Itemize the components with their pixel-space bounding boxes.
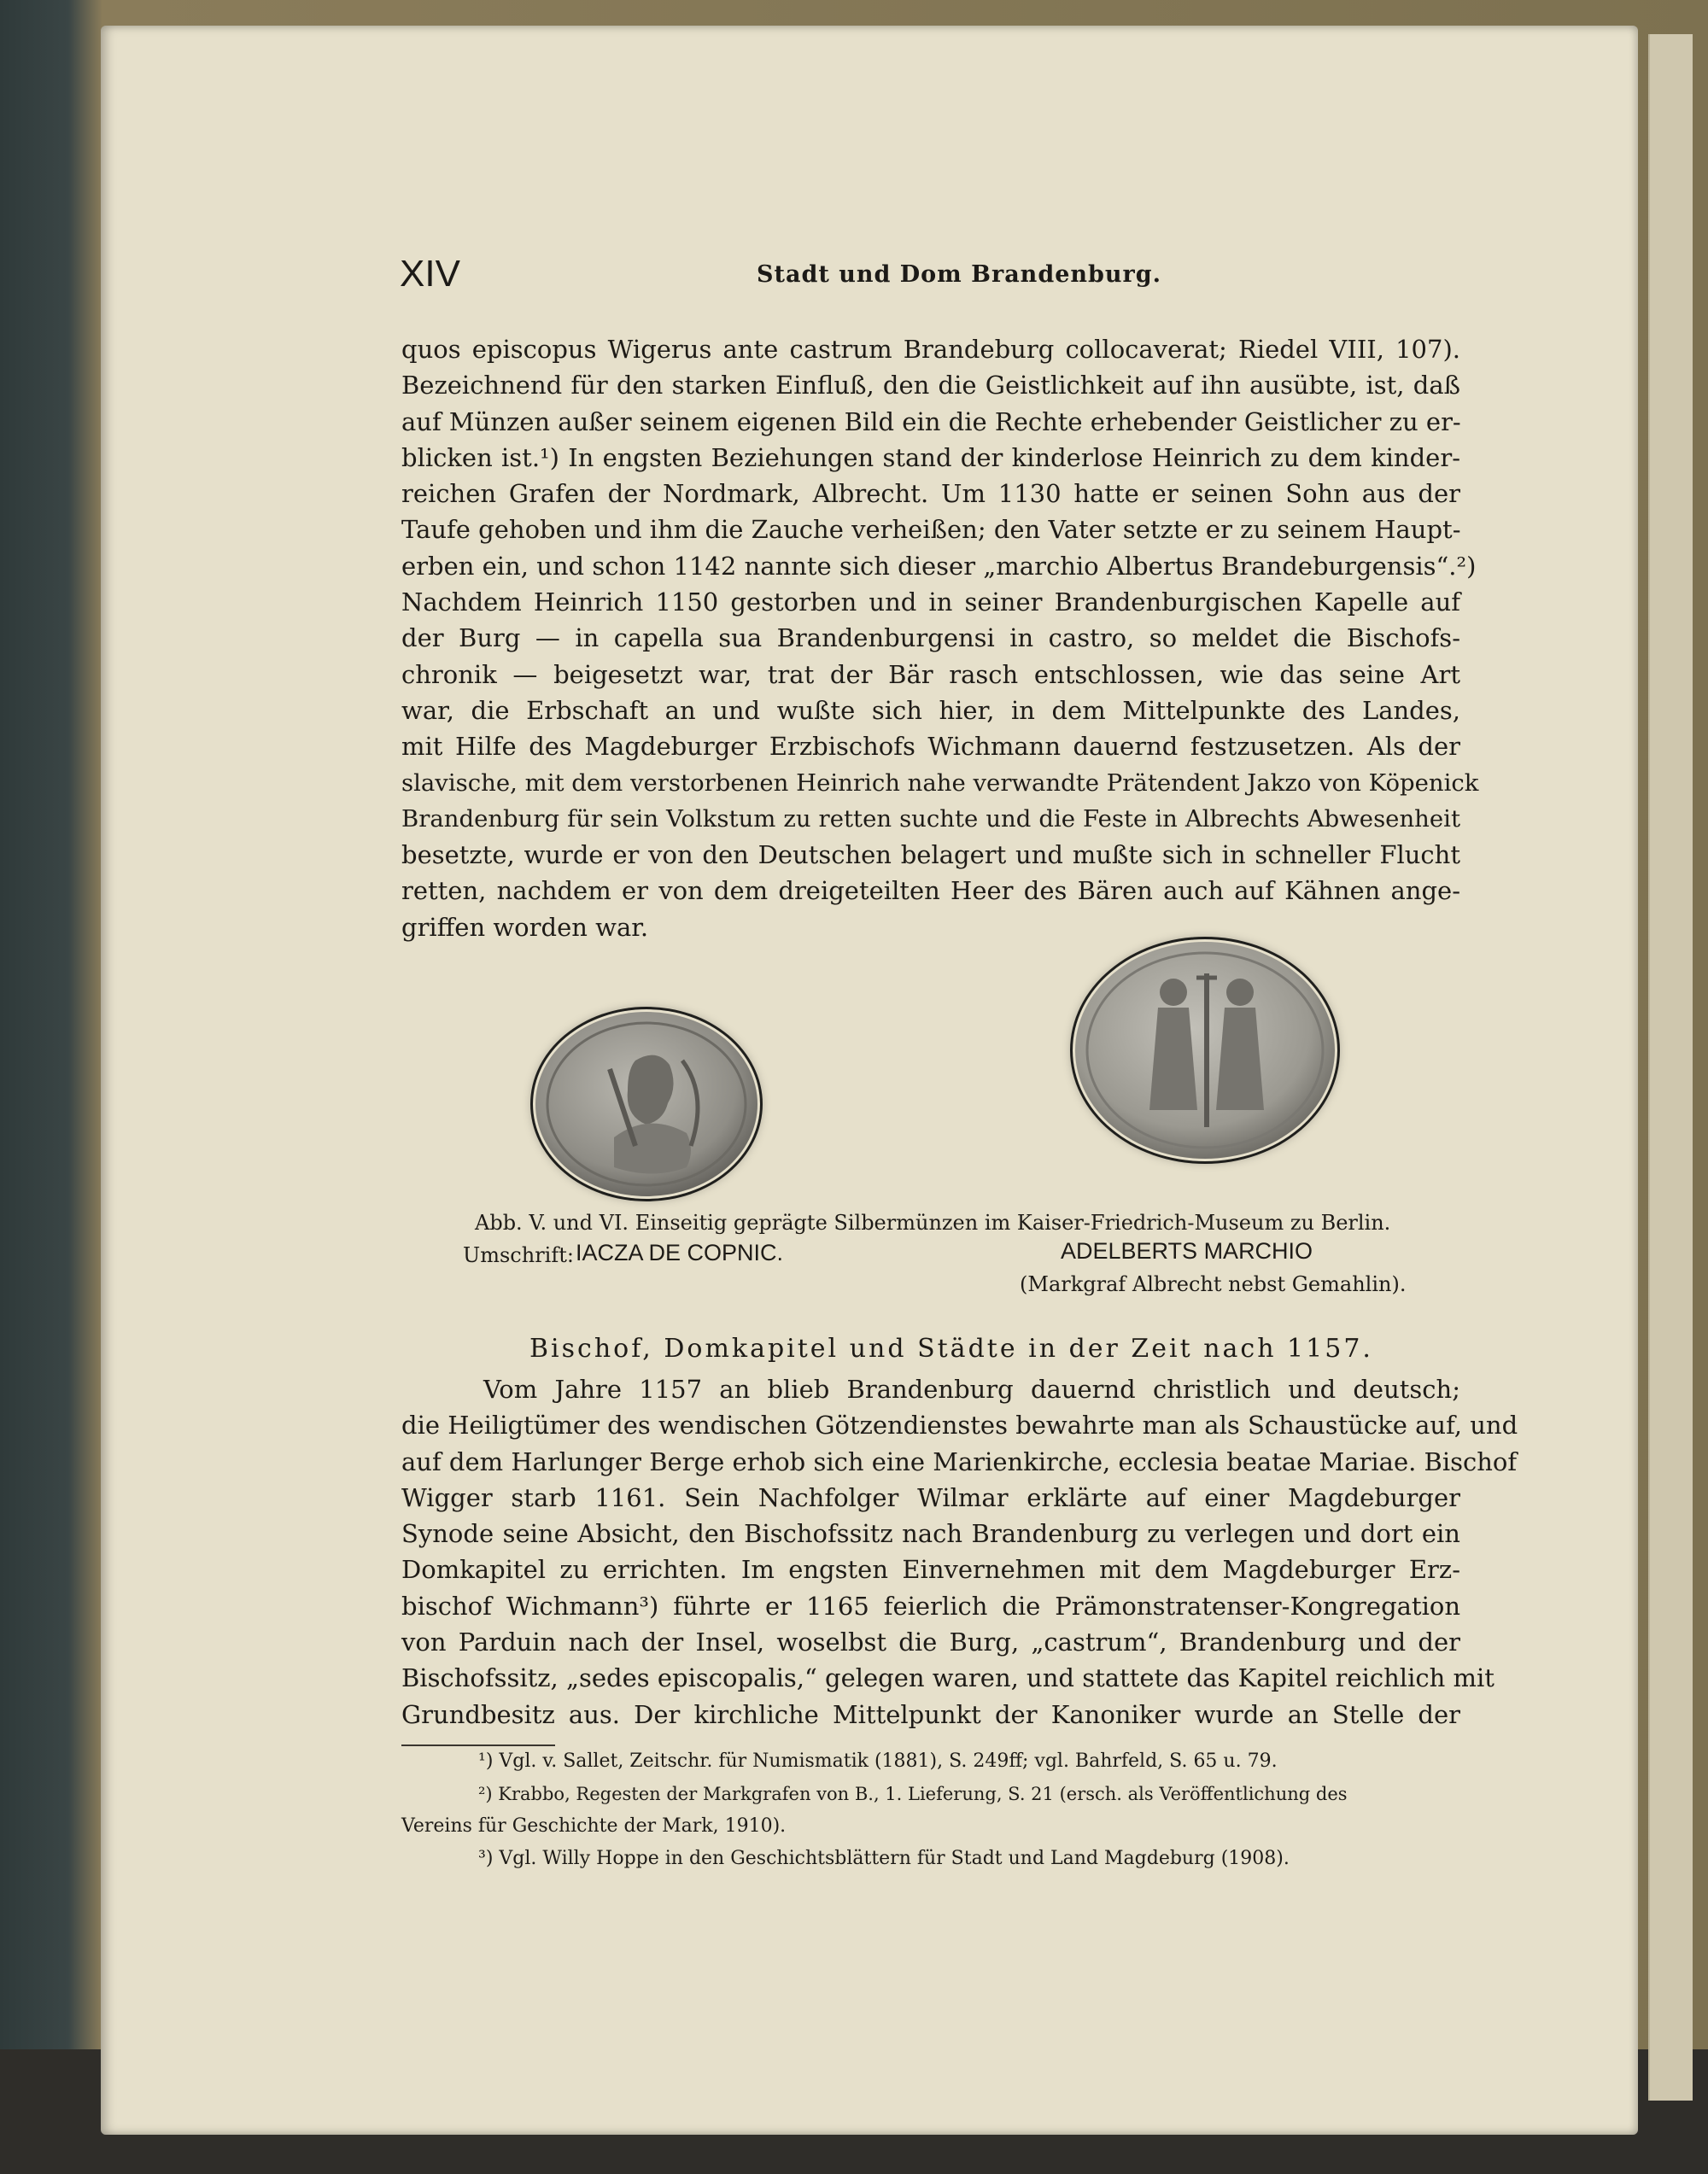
footnotes [401, 1745, 1460, 1875]
paragraph-1 [401, 331, 1479, 945]
coin-image-jaczo [533, 1009, 760, 1199]
text-line: reichen Grafen der Nordmark, Albrecht. Um 1130 hatte er seinen Sohn aus der [401, 479, 1460, 509]
text-line: quos episcopus Wigerus ante castrum Brandeburg collocaverat; Riedel VIII, 107). [401, 335, 1460, 364]
coin-inscription-left: IACZA DE COPNIC. [576, 1240, 784, 1265]
text-line: Synode seine Absicht, den Bischofssitz nach Brandenburg zu verlegen und dort ein [401, 1519, 1460, 1549]
next-page-edge [1648, 34, 1693, 2101]
text-line: chronik — beigesetzt war, trat der Bär rasch entschlossen, wie das seine Art [401, 659, 1460, 689]
text-line: Bezeichnend für den starken Einfluß, den die Geistlichkeit auf ihn ausübte, ist, daß [401, 371, 1460, 400]
text-line: Wigger starb 1161. Sein Nachfolger Wilmar erklärte auf einer Magdeburger [401, 1482, 1460, 1512]
section-heading: Bischof, Domkapitel und Städte in der Zeit nach 1157. [529, 1334, 1373, 1364]
text-line: griffen worden war. [401, 912, 649, 942]
coin-note-right: (Markgraf Albrecht nebst Gemahlin). [1020, 1272, 1407, 1296]
paragraph-2 [401, 1371, 1518, 1733]
text-line: erben ein, und schon 1142 nannte sich dieser „marchio Albertus Brandeburgensis“.²) [401, 551, 1477, 581]
text-line: Nachdem Heinrich 1150 gestorben und in seiner Brandenburgischen Kapelle auf [401, 587, 1460, 617]
text-line: bischof Wichmann³) führte er 1165 feierlich die Prämonstratenser-Kongregation [401, 1591, 1460, 1621]
coin-inscription-right: ADELBERTS MARCHIO [1061, 1238, 1313, 1264]
text-line: Grundbesitz aus. Der kirchliche Mittelpunkt der Kanoniker wurde an Stelle der [401, 1699, 1460, 1729]
text-line: auf Münzen außer seinem eigenen Bild ein die Rechte erhebender Geistlicher zu er- [401, 406, 1461, 436]
text-line: auf dem Harlunger Berge erhob sich eine Marienkirche, ecclesia beatae Mariae. Bischof [401, 1446, 1518, 1476]
text-line: retten, nachdem er von dem dreigeteilten Heer des Bären auch auf Kähnen ange- [401, 876, 1460, 906]
caption-prefix: Umschrift: [463, 1243, 574, 1267]
text-line: Domkapitel zu errichten. Im engsten Einvernehmen mit dem Magdeburger Erz- [401, 1555, 1460, 1585]
text-line: die Heiligtümer des wendischen Götzendienstes bewahrte man als Schaustücke auf, und [401, 1411, 1518, 1441]
text-line: Brandenburg für sein Volkstum zu retten suchte und die Feste in Albrechts Abwesenheit [401, 804, 1460, 833]
text-line: Bischofssitz, „sedes episcopalis,“ gelegen waren, und stattete das Kapitel reichlich mit [401, 1663, 1494, 1693]
footnote-3: ³) Vgl. Willy Hoppe in den Geschichtsblättern für Stadt und Land Magdeburg (1908). [478, 1848, 1290, 1869]
text-line: blicken ist.¹) In engsten Beziehungen stand der kinderlose Heinrich zu dem kinder- [401, 442, 1460, 472]
footnote-2: ²) Krabbo, Regesten der Markgrafen von B., 1. Lieferung, S. 21 (ersch. als Veröffentlichung des [478, 1784, 1348, 1804]
text-line: besetzte, wurde er von den Deutschen belagert und mußte sich in schneller Flucht [401, 840, 1460, 870]
coin-image-albrecht [1073, 939, 1337, 1161]
text-line: Vom Jahre 1157 an blieb Brandenburg dauernd christlich und deutsch; [483, 1375, 1460, 1404]
text-line: Taufe gehoben und ihm die Zauche verheißen; den Vater setzte er zu seinem Haupt- [401, 515, 1461, 545]
text-line: der Burg — in capella sua Brandenburgensi in castro, so meldet die Bischofs- [401, 623, 1460, 653]
footnote-2-cont: Vereins für Geschichte der Mark, 1910). [401, 1815, 787, 1837]
page-number: XIV [400, 253, 460, 295]
text-line: mit Hilfe des Magdeburger Erzbischofs Wichmann dauernd festzusetzen. Als der [401, 732, 1460, 762]
figure-caption: Abb. V. und VI. Einseitig geprägte Silbermünzen im Kaiser-Friedrich-Museum zu Berlin. [475, 1211, 1391, 1235]
text-line: slavische, mit dem verstorbenen Heinrich nahe verwandte Prätendent Jakzo von Köpenick [401, 768, 1479, 797]
text-line: von Parduin nach der Insel, woselbst die Burg, „castrum“, Brandenburg und der [401, 1628, 1460, 1657]
running-title: Stadt und Dom Brandenburg. [757, 261, 1162, 288]
text-line: war, die Erbschaft an und wußte sich hier, in dem Mittelpunkte des Landes, [401, 695, 1460, 725]
footnote-1: ¹) Vgl. v. Sallet, Zeitschr. für Numismatik (1881), S. 249ff; vgl. Bahrfeld, S. 65 u. 79. [478, 1750, 1278, 1772]
